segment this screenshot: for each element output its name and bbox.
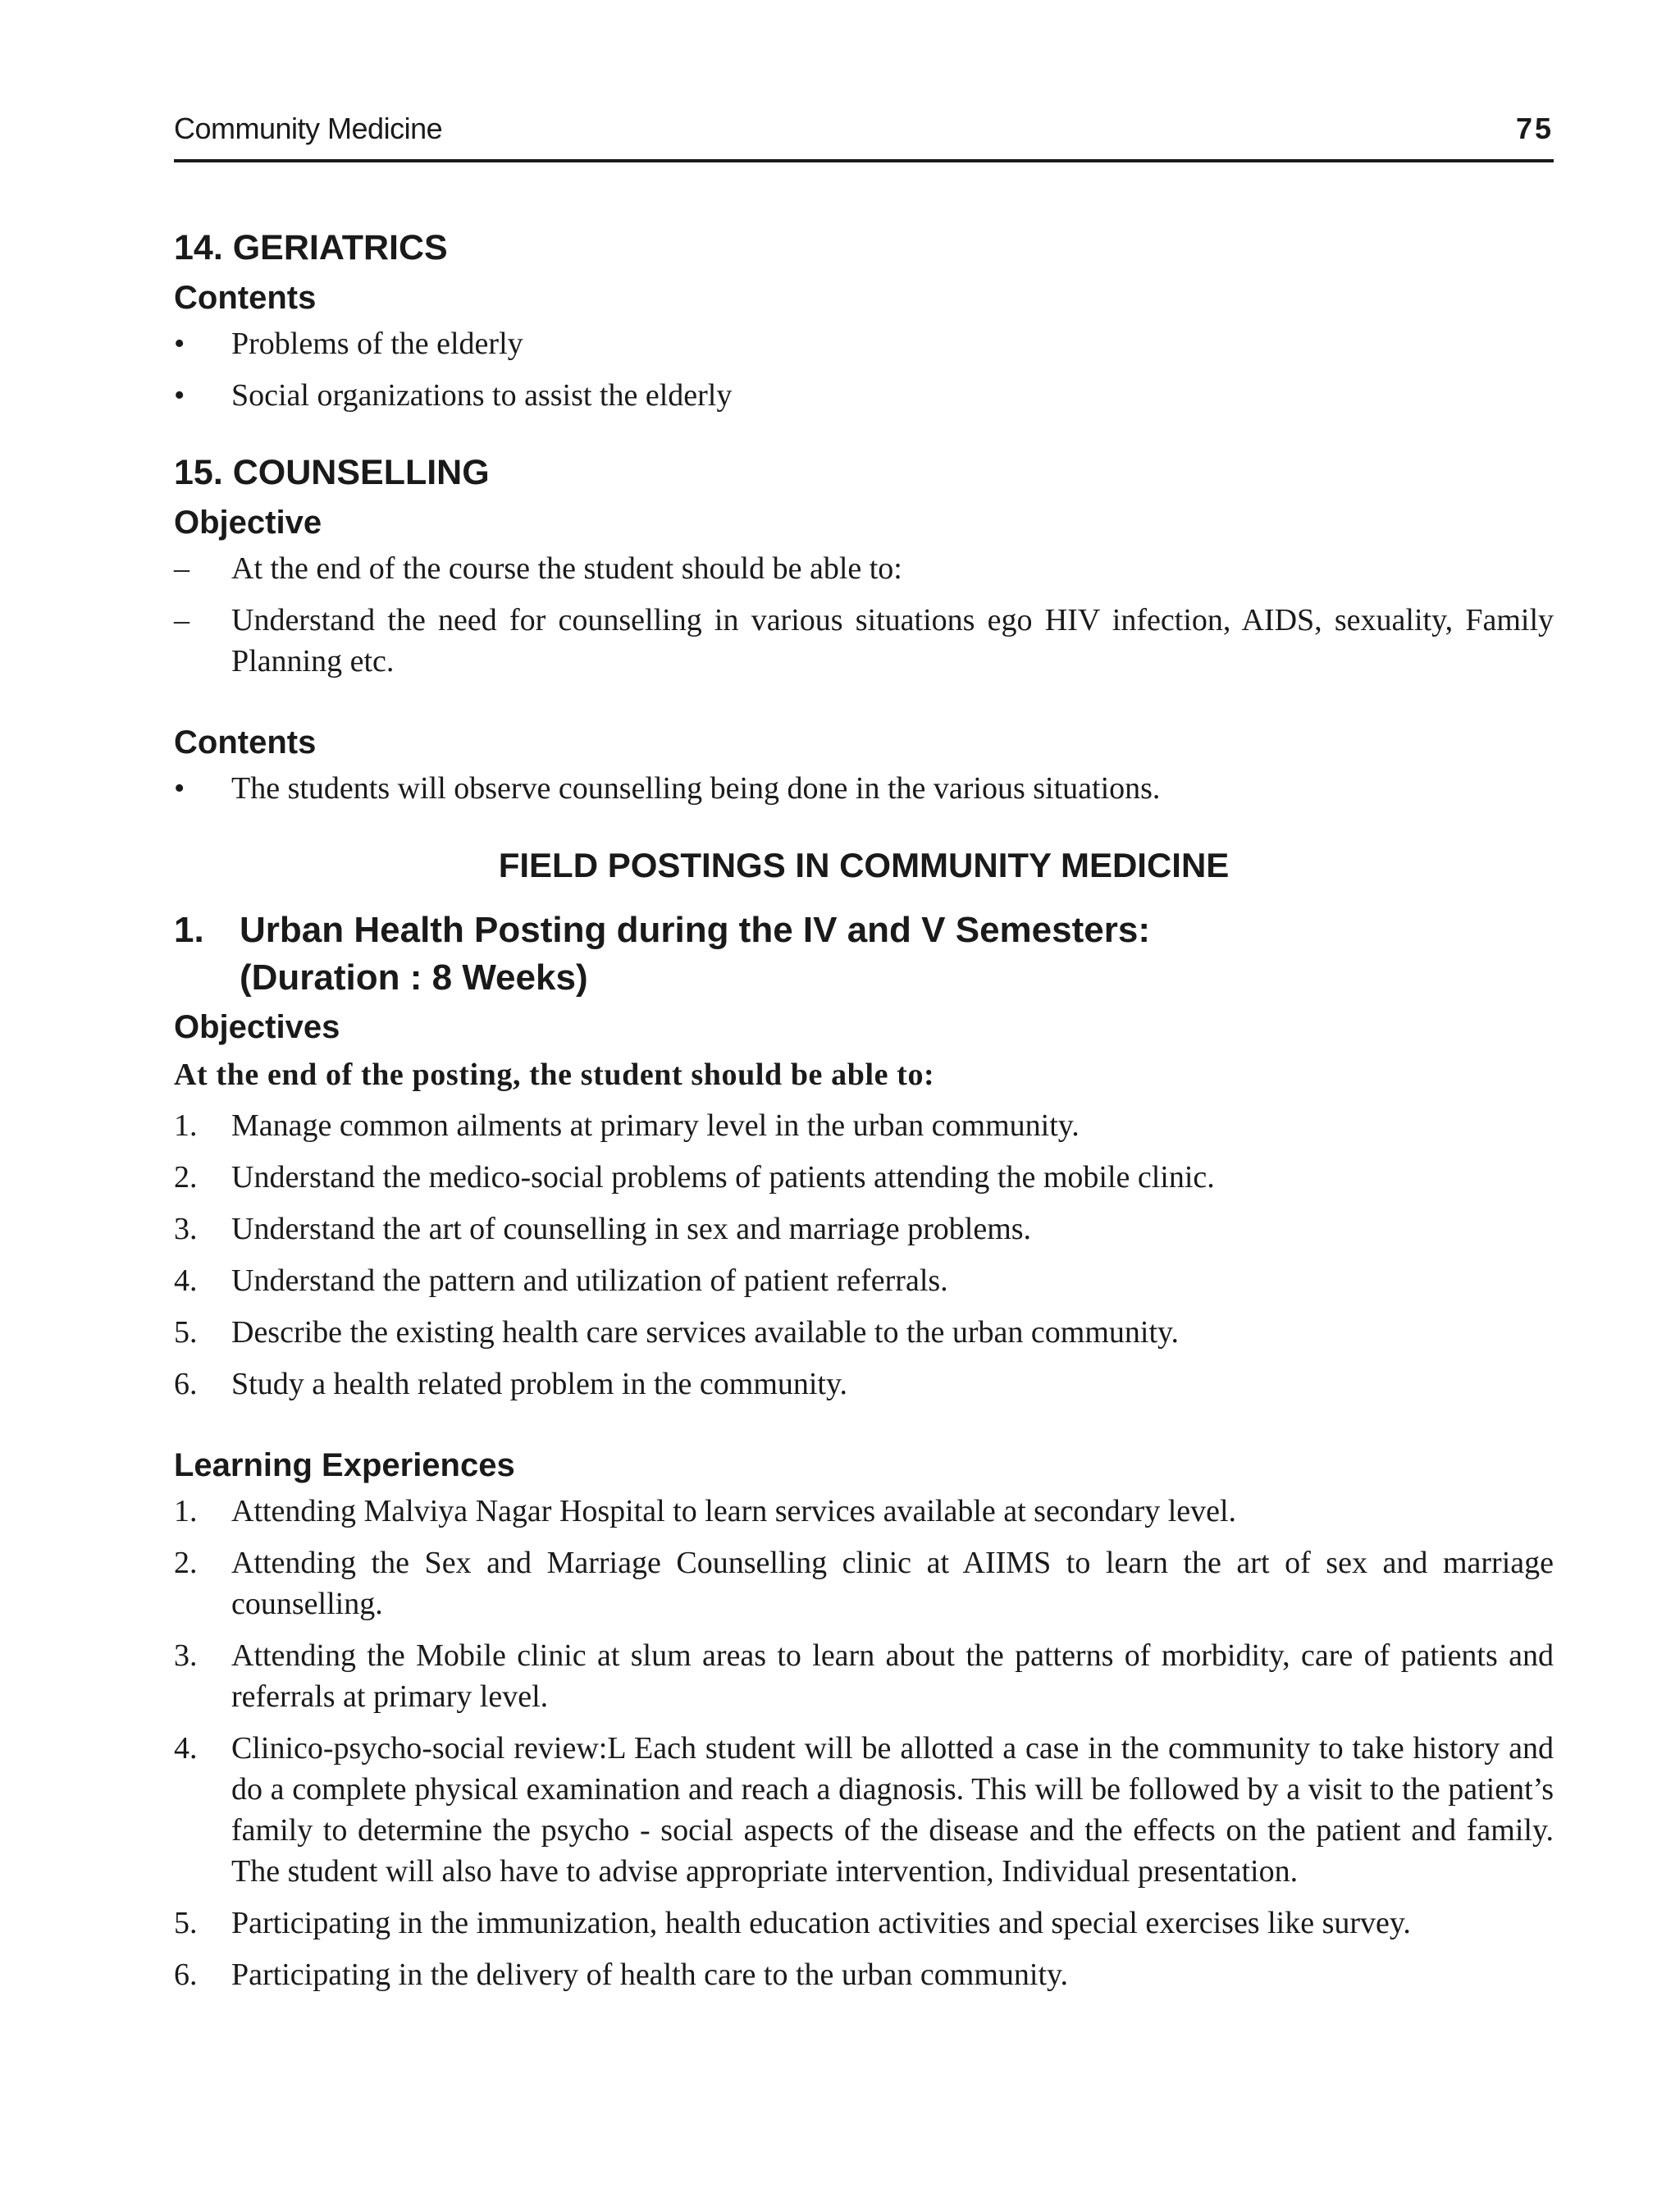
section-field-postings — [174, 841, 1554, 1995]
list-item — [174, 1208, 1554, 1249]
list-item-text: Describe the existing health care services available to the urban community. — [231, 1315, 1180, 1350]
list-item-text: The students will observe counselling being done in the various situations. — [231, 771, 1161, 806]
item-number: 5. — [174, 1906, 198, 1940]
list-item-text: Understand the art of counselling in sex and marriage problems. — [231, 1212, 1032, 1246]
page-number: 75 — [1515, 112, 1554, 145]
item-number: 1. — [174, 1108, 198, 1143]
header-rule — [174, 159, 1554, 162]
objectives-heading: Objectives — [174, 1009, 340, 1045]
item-number: 5. — [174, 1315, 198, 1350]
list-item — [174, 1903, 1554, 1944]
item-number: 2. — [174, 1546, 198, 1580]
list-item — [174, 600, 1554, 682]
contents-heading: Contents — [174, 280, 317, 316]
list-item — [174, 548, 1554, 589]
item-number: 4. — [174, 1263, 198, 1298]
field-postings-title: FIELD POSTINGS IN COMMUNITY MEDICINE — [498, 846, 1230, 884]
list-item-text: Problems of the elderly — [231, 327, 523, 361]
item-number: 4. — [174, 1731, 198, 1766]
section-counselling — [174, 448, 1554, 809]
list-item — [174, 1157, 1554, 1198]
list-item — [174, 323, 1554, 364]
contents-heading: Contents — [174, 724, 317, 761]
item-number: 6. — [174, 1958, 198, 1992]
objectives-list — [174, 1105, 1554, 1405]
counselling-objective-list — [174, 548, 1554, 682]
section-title: 14. GERIATRICS — [174, 228, 448, 267]
dash-marker: – — [174, 551, 189, 586]
page-content — [174, 223, 1554, 2006]
list-item-text: Participating in the delivery of health care to the urban community. — [231, 1958, 1069, 1992]
list-item-text: Clinico-psycho-social review:L Each student will be allotted a case in the community to take history and do a complete physical examination and reach a diagnosis. This will be followed by a visit to the patient’s family to determine the psycho - social aspects of the disease and the effects on the patient and family. The student will also have to advise appropriate intervention, Individual presentation. — [231, 1731, 1554, 1889]
list-item — [174, 1954, 1554, 1995]
learning-experiences-list — [174, 1491, 1554, 1995]
list-item-text: Attending the Sex and Marriage Counselling clinic at AIIMS to learn the art of sex and marriage counselling. — [231, 1546, 1554, 1621]
list-item-text: Understand the medico-social problems of patients attending the mobile clinic. — [231, 1160, 1215, 1195]
list-item-text: Participating in the immunization, health education activities and special exercises like survey. — [231, 1906, 1411, 1940]
geriatrics-contents-list — [174, 323, 1554, 416]
counselling-contents-list — [174, 768, 1554, 809]
list-item — [174, 1312, 1554, 1353]
section-geriatrics — [174, 223, 1554, 416]
objectives-lead: At the end of the posting, the student should be able to: — [174, 1058, 935, 1092]
list-item — [174, 1364, 1554, 1405]
list-item — [174, 1105, 1554, 1146]
list-item — [174, 768, 1554, 809]
list-item-text: Attending Malviya Nagar Hospital to learn services available at secondary level. — [231, 1494, 1237, 1528]
running-header — [174, 107, 1554, 156]
bullet-marker: • — [174, 771, 185, 806]
list-item — [174, 375, 1554, 416]
list-item-text: Study a health related problem in the community. — [231, 1367, 848, 1401]
item-number: 6. — [174, 1367, 198, 1401]
list-item — [174, 1542, 1554, 1624]
list-item-text: Manage common ailments at primary level in the urban community. — [231, 1108, 1080, 1143]
list-item — [174, 1260, 1554, 1301]
section-title: 15. COUNSELLING — [174, 453, 490, 492]
list-item-text: Understand the need for counselling in various situations ego HIV infection, AIDS, sexuality, Family Planning etc. — [231, 603, 1554, 678]
running-title: Community Medicine — [174, 112, 443, 145]
dash-marker: – — [174, 603, 189, 637]
item-number: 2. — [174, 1160, 198, 1195]
item-number: 1. — [174, 1494, 198, 1528]
list-item-text: Social organizations to assist the elderly — [231, 378, 733, 413]
posting-heading — [174, 907, 1554, 1002]
bullet-marker: • — [174, 327, 185, 361]
list-item — [174, 1491, 1554, 1532]
list-item-text: At the end of the course the student should be able to: — [231, 551, 902, 586]
posting-title-line1: Urban Health Posting during the IV and V Semesters: — [240, 910, 1150, 950]
item-number: 3. — [174, 1638, 198, 1673]
list-item-text: Attending the Mobile clinic at slum areas to learn about the patterns of morbidity, care of patients and referrals at primary level. — [231, 1638, 1554, 1714]
list-item — [174, 1728, 1554, 1892]
list-item-text: Understand the pattern and utilization of patient referrals. — [231, 1263, 948, 1298]
posting-title-line2: (Duration : 8 Weeks) — [240, 957, 588, 998]
list-item — [174, 1635, 1554, 1717]
item-number: 3. — [174, 1212, 198, 1246]
bullet-marker: • — [174, 378, 185, 413]
posting-number: 1. — [174, 910, 204, 950]
learning-experiences-heading: Learning Experiences — [174, 1447, 515, 1483]
objective-heading: Objective — [174, 505, 322, 541]
